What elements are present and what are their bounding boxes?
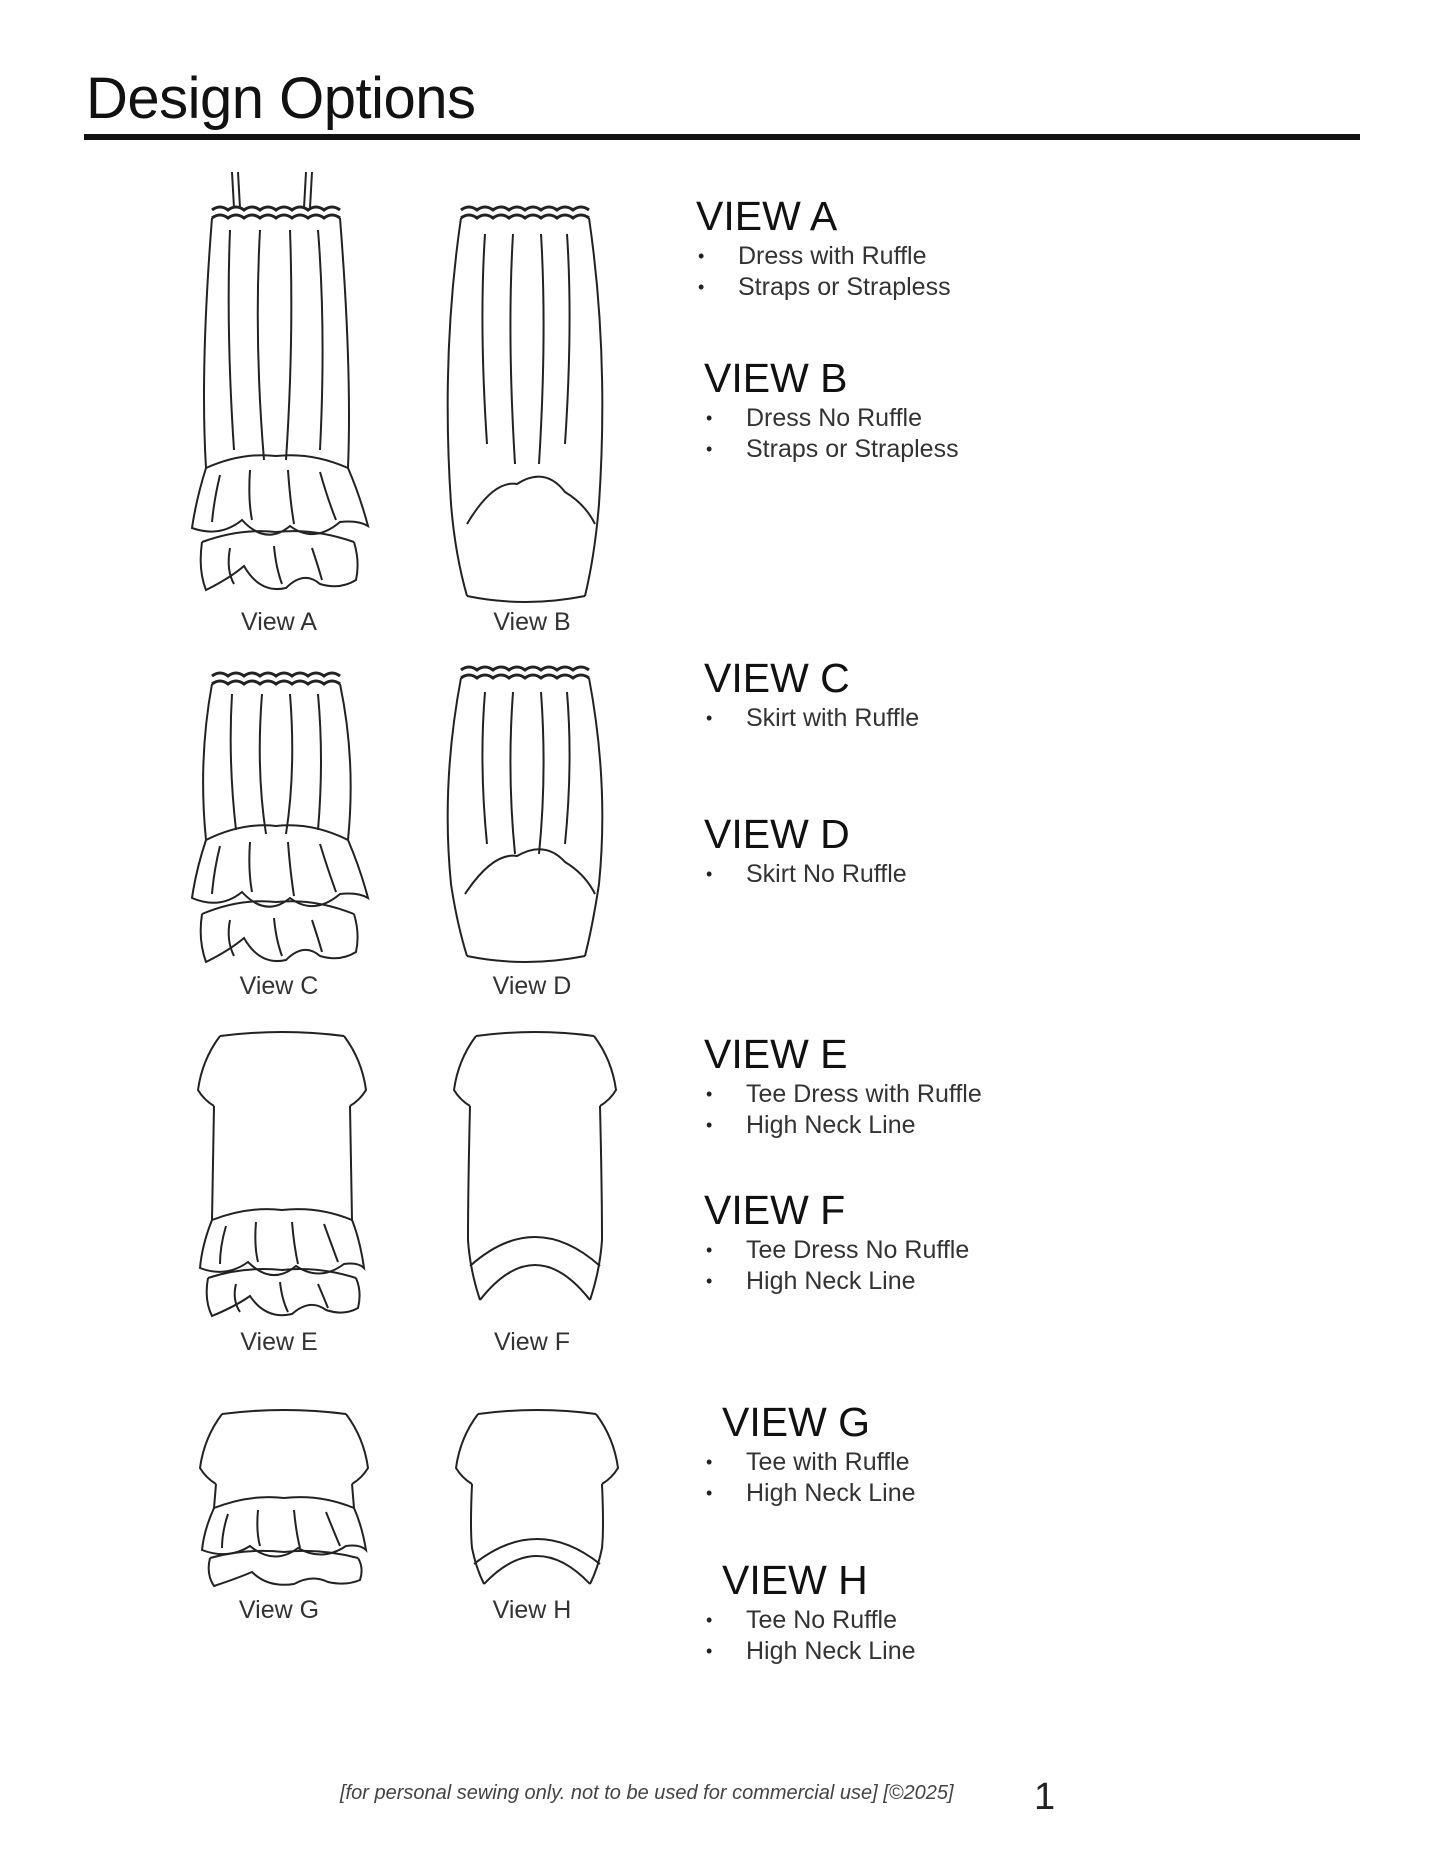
page-number: 1 (1034, 1776, 1056, 1818)
sketch-view-f (450, 1030, 620, 1310)
caption-view-h: View H (492, 1596, 572, 1624)
view-d-block (704, 811, 907, 890)
sketch-view-e (192, 1030, 372, 1320)
view-b-block (704, 355, 959, 465)
view-heading: VIEW F (704, 1187, 846, 1233)
view-e-block (704, 1031, 982, 1141)
sketch-view-b (445, 204, 605, 604)
view-item: • Tee Dress No Ruffle (704, 1235, 969, 1266)
view-item: • High Neck Line (704, 1266, 969, 1297)
view-item: • Straps or Strapless (704, 434, 959, 465)
footer-note: [for personal sewing only. not to be used for commercial use] [©2025] (340, 1782, 954, 1804)
view-item: • Straps or Strapless (696, 272, 951, 303)
caption-view-b: View B (493, 608, 571, 636)
caption-view-e: View E (240, 1328, 318, 1356)
view-item: • Skirt with Ruffle (704, 703, 919, 734)
sketch-view-h (452, 1408, 622, 1588)
view-heading: VIEW G (722, 1399, 871, 1445)
caption-view-a: View A (241, 608, 317, 636)
sketch-view-d (445, 664, 605, 964)
view-a-block (696, 193, 951, 303)
view-item: • Skirt No Ruffle (704, 859, 907, 890)
view-item: • Tee No Ruffle (704, 1605, 916, 1636)
view-item: • Tee with Ruffle (704, 1447, 916, 1478)
caption-view-d: View D (492, 972, 572, 1000)
page-title: Design Options (86, 66, 476, 131)
view-heading: VIEW E (704, 1031, 848, 1077)
view-item: • High Neck Line (704, 1478, 916, 1509)
view-item: • Dress No Ruffle (704, 403, 959, 434)
caption-view-f: View F (494, 1328, 570, 1356)
view-g-block (704, 1399, 916, 1509)
view-heading: VIEW C (704, 655, 850, 701)
view-item: • Tee Dress with Ruffle (704, 1079, 982, 1110)
title-rule (84, 134, 1360, 140)
view-c-block (704, 655, 920, 734)
sketch-view-a (190, 170, 380, 600)
sketch-view-g (194, 1408, 374, 1588)
sketch-view-c (190, 670, 380, 970)
view-f-block (704, 1187, 970, 1297)
view-heading: VIEW H (722, 1557, 868, 1603)
view-item: • High Neck Line (704, 1636, 916, 1667)
caption-view-g: View G (238, 1596, 320, 1624)
view-h-block (704, 1557, 916, 1667)
view-heading: VIEW A (696, 193, 838, 239)
view-item: • Dress with Ruffle (696, 241, 951, 272)
view-item: • High Neck Line (704, 1110, 982, 1141)
view-heading: VIEW D (704, 811, 850, 857)
caption-view-c: View C (239, 972, 319, 1000)
view-heading: VIEW B (704, 355, 848, 401)
